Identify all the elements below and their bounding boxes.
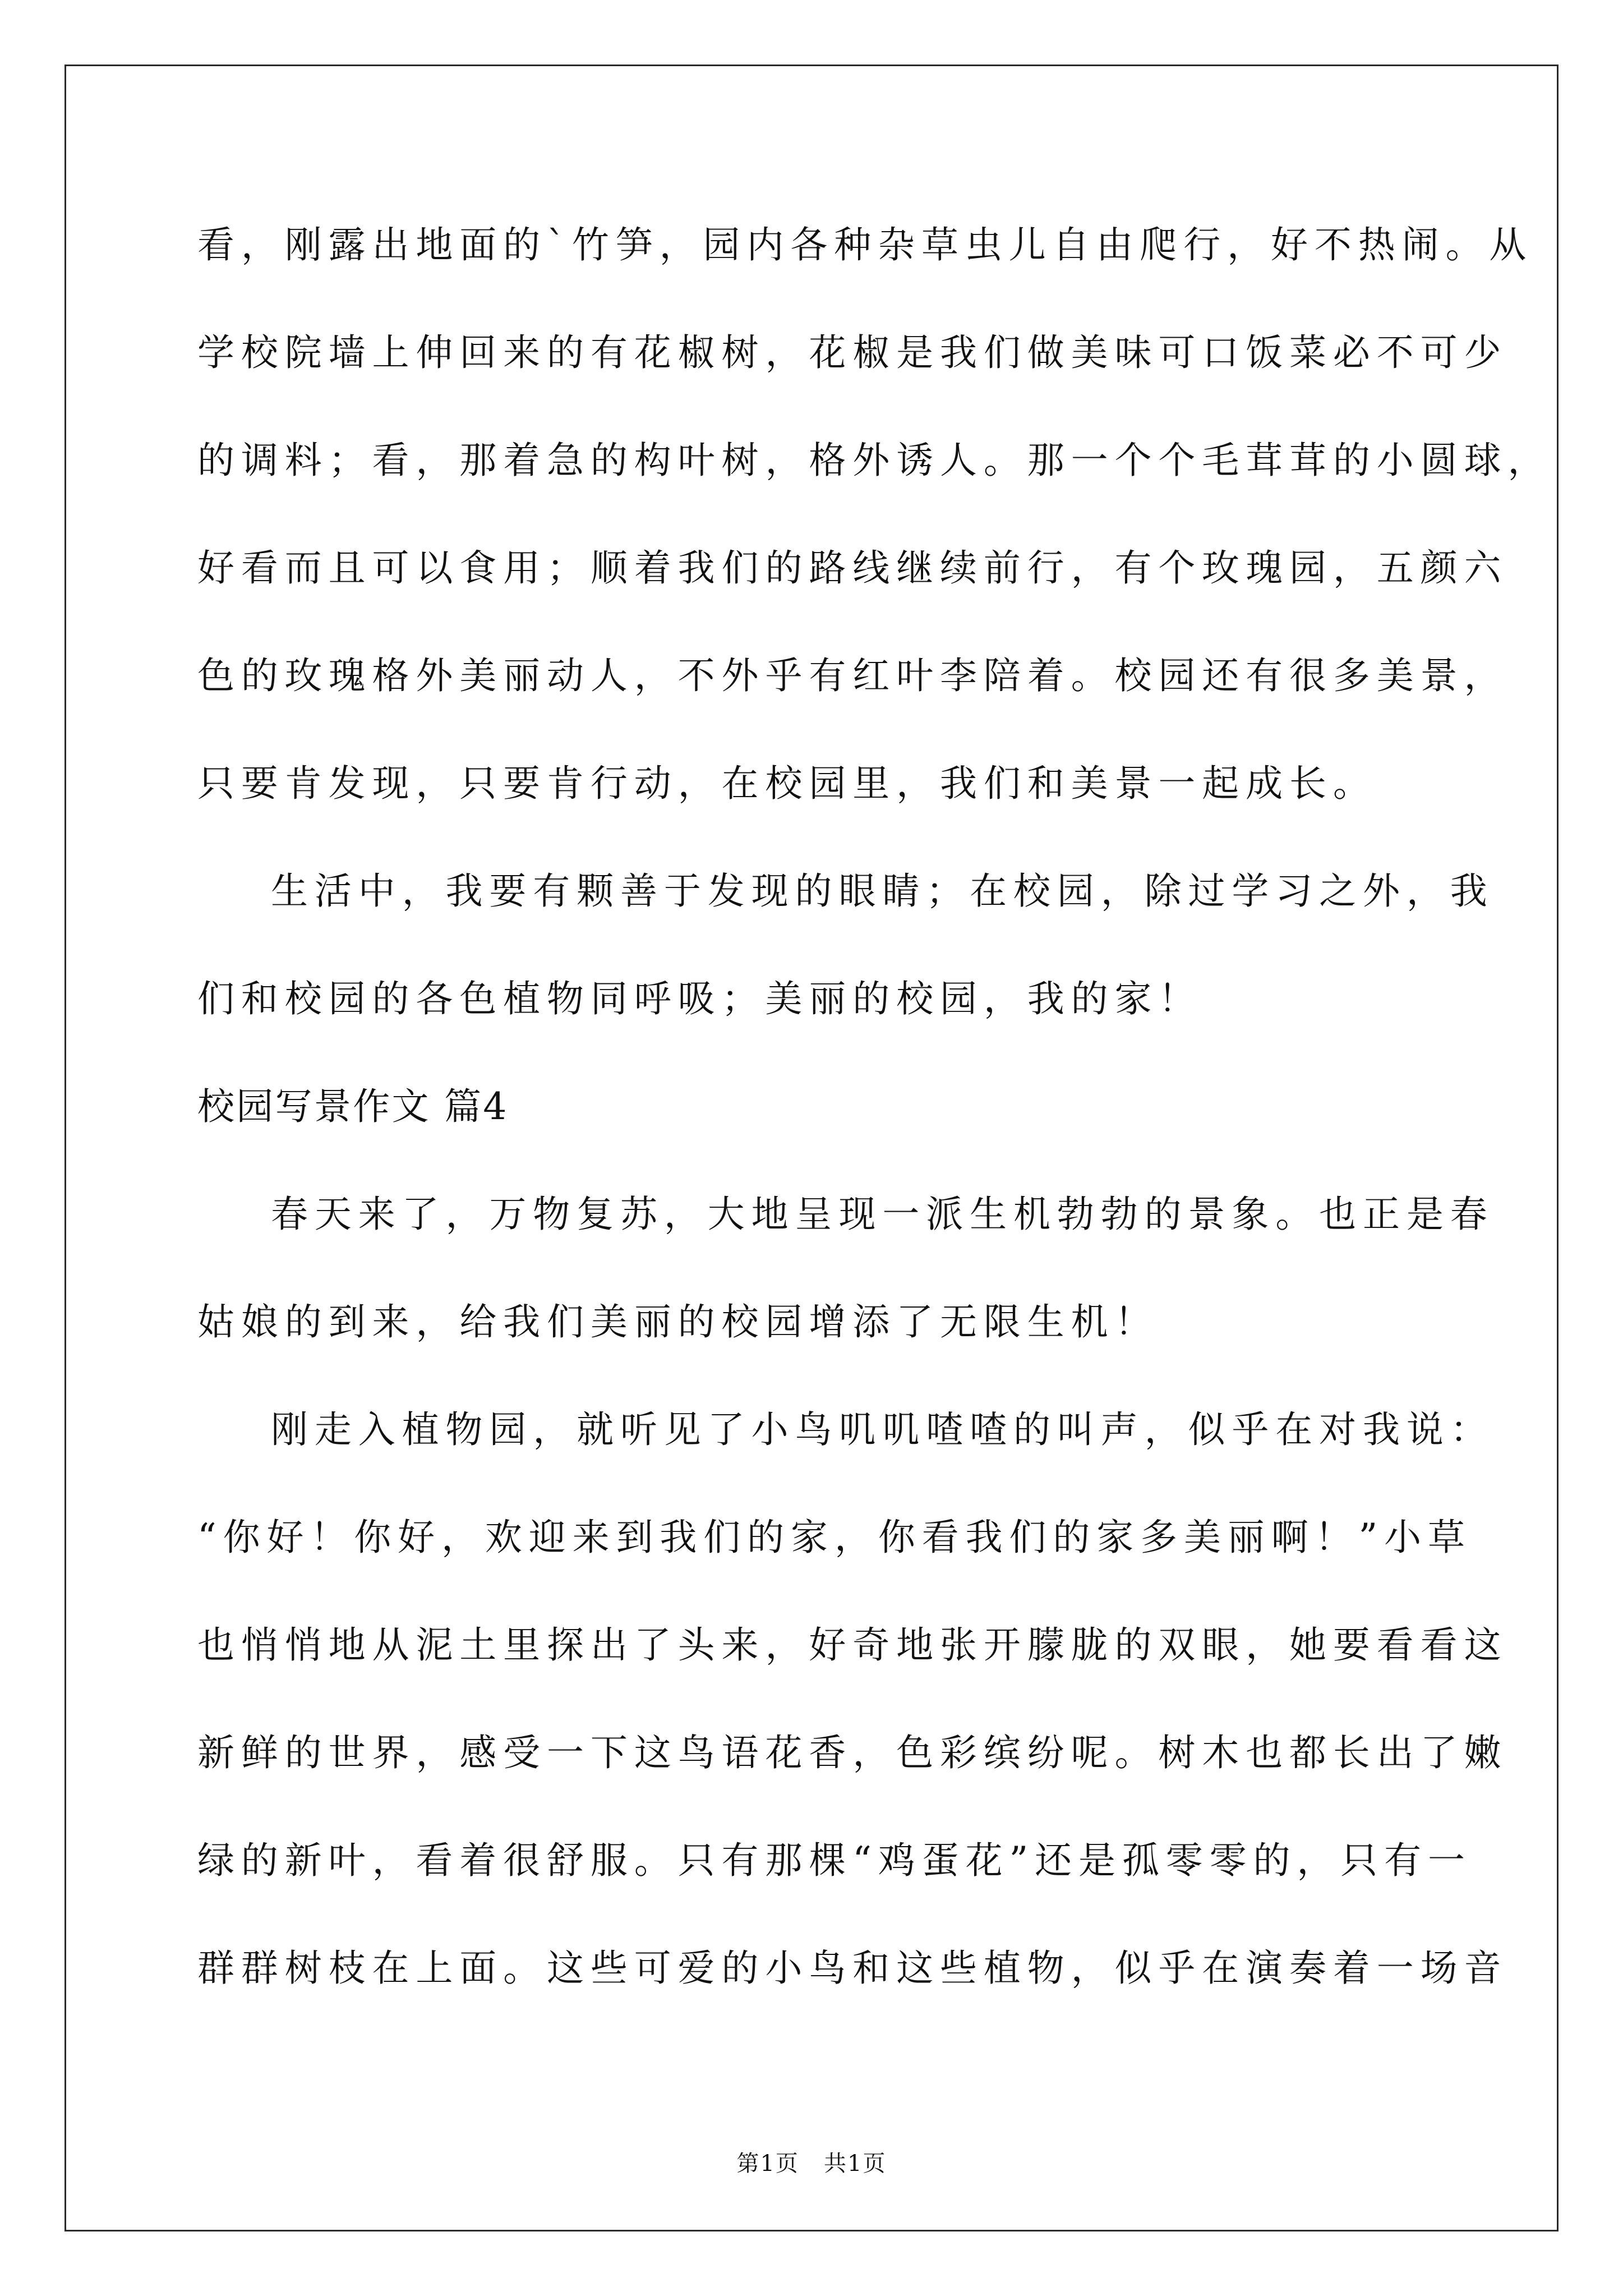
paragraph-start-line: 春天来了，万物复苏，大地呈现一派生机勃勃的景象。也正是春 [271,1193,1494,1236]
text-line: 新鲜的世界，感受一下这鸟语花香，色彩缤纷呢。树木也都长出了嫩 [197,1731,1508,1774]
text-line: “你好！你好，欢迎来到我们的家，你看我们的家多美丽啊！”小草 [197,1516,1472,1559]
text-line: 学校院墙上伸回来的有花椒树，花椒是我们做美味可口饭菜必不可少 [197,331,1508,374]
text-line: 也悄悄地从泥土里探出了头来，好奇地张开朦胧的双眼，她要看看这 [197,1623,1508,1667]
paragraph-start-line: 生活中，我要有颗善于发现的眼睛；在校园，除过学习之外，我 [271,869,1494,913]
document-body [197,212,1552,2043]
text-line: 看，刚露出地面的`竹笋，园内各种杂草虫儿自由爬行，好不热闹。从 [197,223,1533,266]
text-line: 只要肯发现，只要肯行动，在校园里，我们和美景一起成长。 [197,762,1377,805]
text-line: 的调料；看，那着急的构叶树，格外诱人。那一个个毛茸茸的小圆球， [197,439,1552,482]
paragraph-start-line: 刚走入植物园，就听见了小鸟叽叽喳喳的叫声，似乎在对我说： [271,1408,1494,1451]
section-heading: 校园写景作文 篇4 [197,1085,509,1128]
text-line: 姑娘的到来，给我们美丽的校园增添了无限生机！ [197,1300,1159,1343]
text-line: 绿的新叶，看着很舒服。只有那棵“鸡蛋花”还是孤零零的，只有一 [197,1839,1472,1882]
text-line: 群群树枝在上面。这些可爱的小鸟和这些植物，似乎在演奏着一场音 [197,1947,1508,1990]
page-number-footer: 第1页 共1页 [736,2151,887,2177]
text-line: 好看而且可以食用；顺着我们的路线继续前行，有个玫瑰园，五颜六 [197,546,1508,590]
text-line: 色的玫瑰格外美丽动人，不外乎有红叶李陪着。校园还有很多美景， [197,654,1508,697]
text-line: 们和校园的各色植物同呼吸；美丽的校园，我的家！ [197,977,1202,1020]
